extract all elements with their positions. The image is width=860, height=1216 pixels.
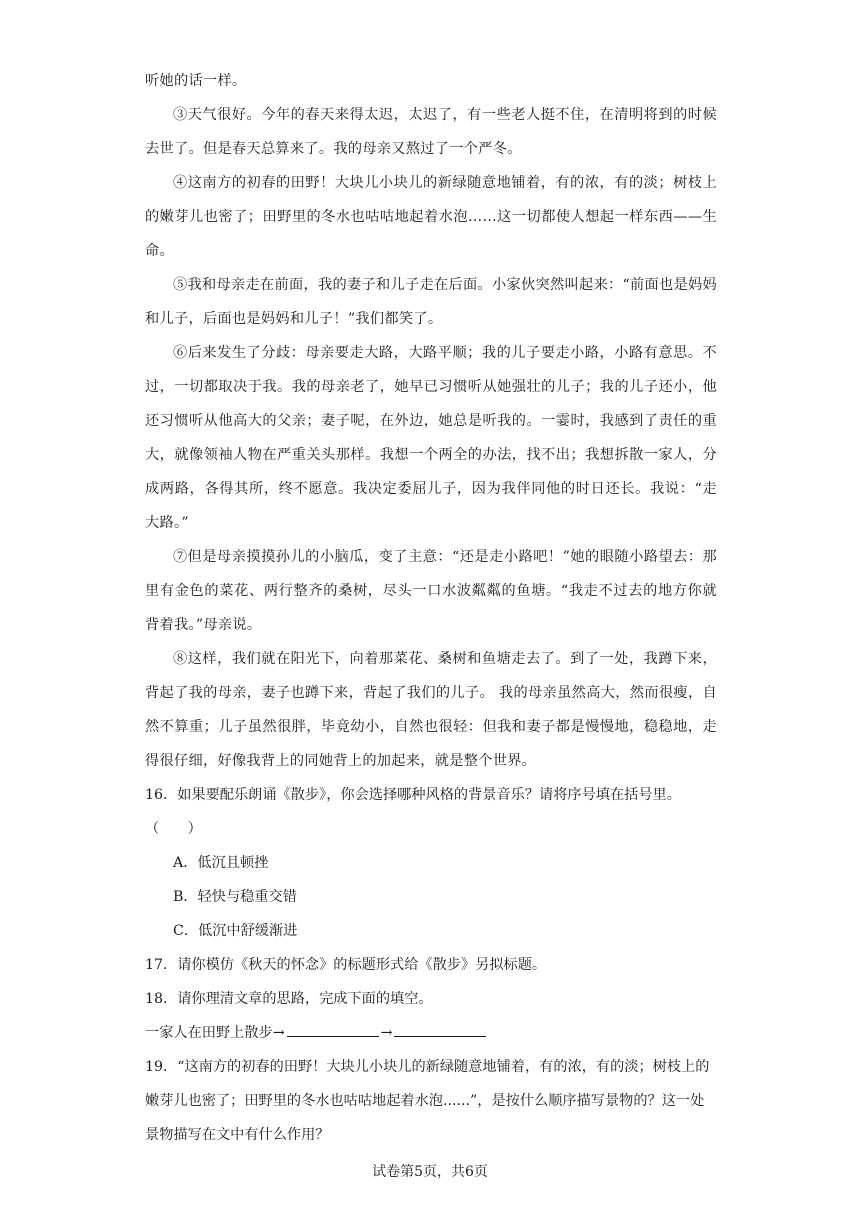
passage-paragraph-8: ⑧这样，我们就在阳光下，向着那菜花、桑树和鱼塘走去了。到了一处，我蹲下来，背起了我的母亲，妻子也蹲下来，背起了我们的儿子。 我的母亲虽然高大，然而很瘦，自然不算重；儿子虽然很胖，毕竟幼小，自然也很轻：但我和妻子都是慢慢地，稳稳地，走得很仔细，好像我背上的同她背上的加起来，就是整个世界。 xyxy=(145,651,717,769)
question-16-option-c: C．低沉中舒缓渐进 xyxy=(173,923,298,939)
page-content xyxy=(145,64,717,1152)
passage-paragraph-4: ④这南方的初春的田野！大块儿小块儿的新绿随意地铺着，有的浓，有的淡；树枝上的嫩芽儿也密了；田野里的冬水也咕咕地起着水泡……这一切都使人想起一样东西——生命。 xyxy=(145,175,717,259)
passage-paragraph-7: ⑦但是母亲摸摸孙儿的小脑瓜，变了主意：“还是走小路吧！”她的眼随小路望去：那里有金色的菜花、两行整齐的桑树，尽头一口水波粼粼的鱼塘。“我走不过去的地方你就背着我。”母亲说。 xyxy=(145,549,717,633)
page-footer: 试卷第5页，共6页 xyxy=(372,1164,488,1180)
question-19-stem: 19．“这南方的初春的田野！大块儿小块儿的新绿随意地铺着，有的浓，有的淡；树枝上的嫩芽儿也密了；田野里的冬水也咕咕地起着水泡......”，是按什么顺序描写景物的？这一处景物描写在文中有什么作用？ xyxy=(145,1059,710,1143)
question-16-stem: 16．如果要配乐朗诵《散步》，你会选择哪种风格的背景音乐？请将序号填在括号里。 xyxy=(145,787,681,803)
question-16-option-b: B．轻快与稳重交错 xyxy=(173,889,297,905)
passage-paragraph-continuation: 听她的话一样。 xyxy=(145,73,247,89)
question-18-arrow: → xyxy=(380,1025,393,1041)
question-18-fill-row xyxy=(145,1016,717,1050)
question-17-stem: 17．请你模仿《秋天的怀念》的标题形式给《散步》另拟标题。 xyxy=(145,957,547,973)
passage-paragraph-6: ⑥后来发生了分歧：母亲要走大路，大路平顺；我的儿子要走小路，小路有意思。不过，一切都取决于我。我的母亲老了，她早已习惯听从她强壮的儿子；我的儿子还小，他还习惯听从他高大的父亲；妻子呢，在外边，她总是听我的。一霎时，我感到了责任的重大，就像领袖人物在严重关头那样。我想一个两全的办法，找不出；我想拆散一家人，分成两路，各得其所，终不愿意。我决定委屈儿子，因为我伴同他的时日还长。我说：“走大路。” xyxy=(145,345,717,531)
passage-paragraph-3: ③天气很好。今年的春天来得太迟，太迟了，有一些老人挺不住，在清明将到的时候去世了。但是春天总算来了。我的母亲又熬过了一个严冬。 xyxy=(145,107,717,157)
question-18-blank-1[interactable] xyxy=(287,1020,379,1037)
question-16-option-a: A．低沉且顿挫 xyxy=(173,855,269,871)
question-16-answer-parentheses: （ ） xyxy=(145,821,202,837)
question-18-fill-start: 一家人在田野上散步→ xyxy=(145,1025,285,1041)
question-18-stem: 18．请你理清文章的思路，完成下面的填空。 xyxy=(145,991,433,1007)
question-18-blank-2[interactable] xyxy=(394,1020,486,1037)
passage-paragraph-5: ⑤我和母亲走在前面，我的妻子和儿子走在后面。小家伙突然叫起来：“前面也是妈妈和儿子，后面也是妈妈和儿子！”我们都笑了。 xyxy=(145,277,717,327)
